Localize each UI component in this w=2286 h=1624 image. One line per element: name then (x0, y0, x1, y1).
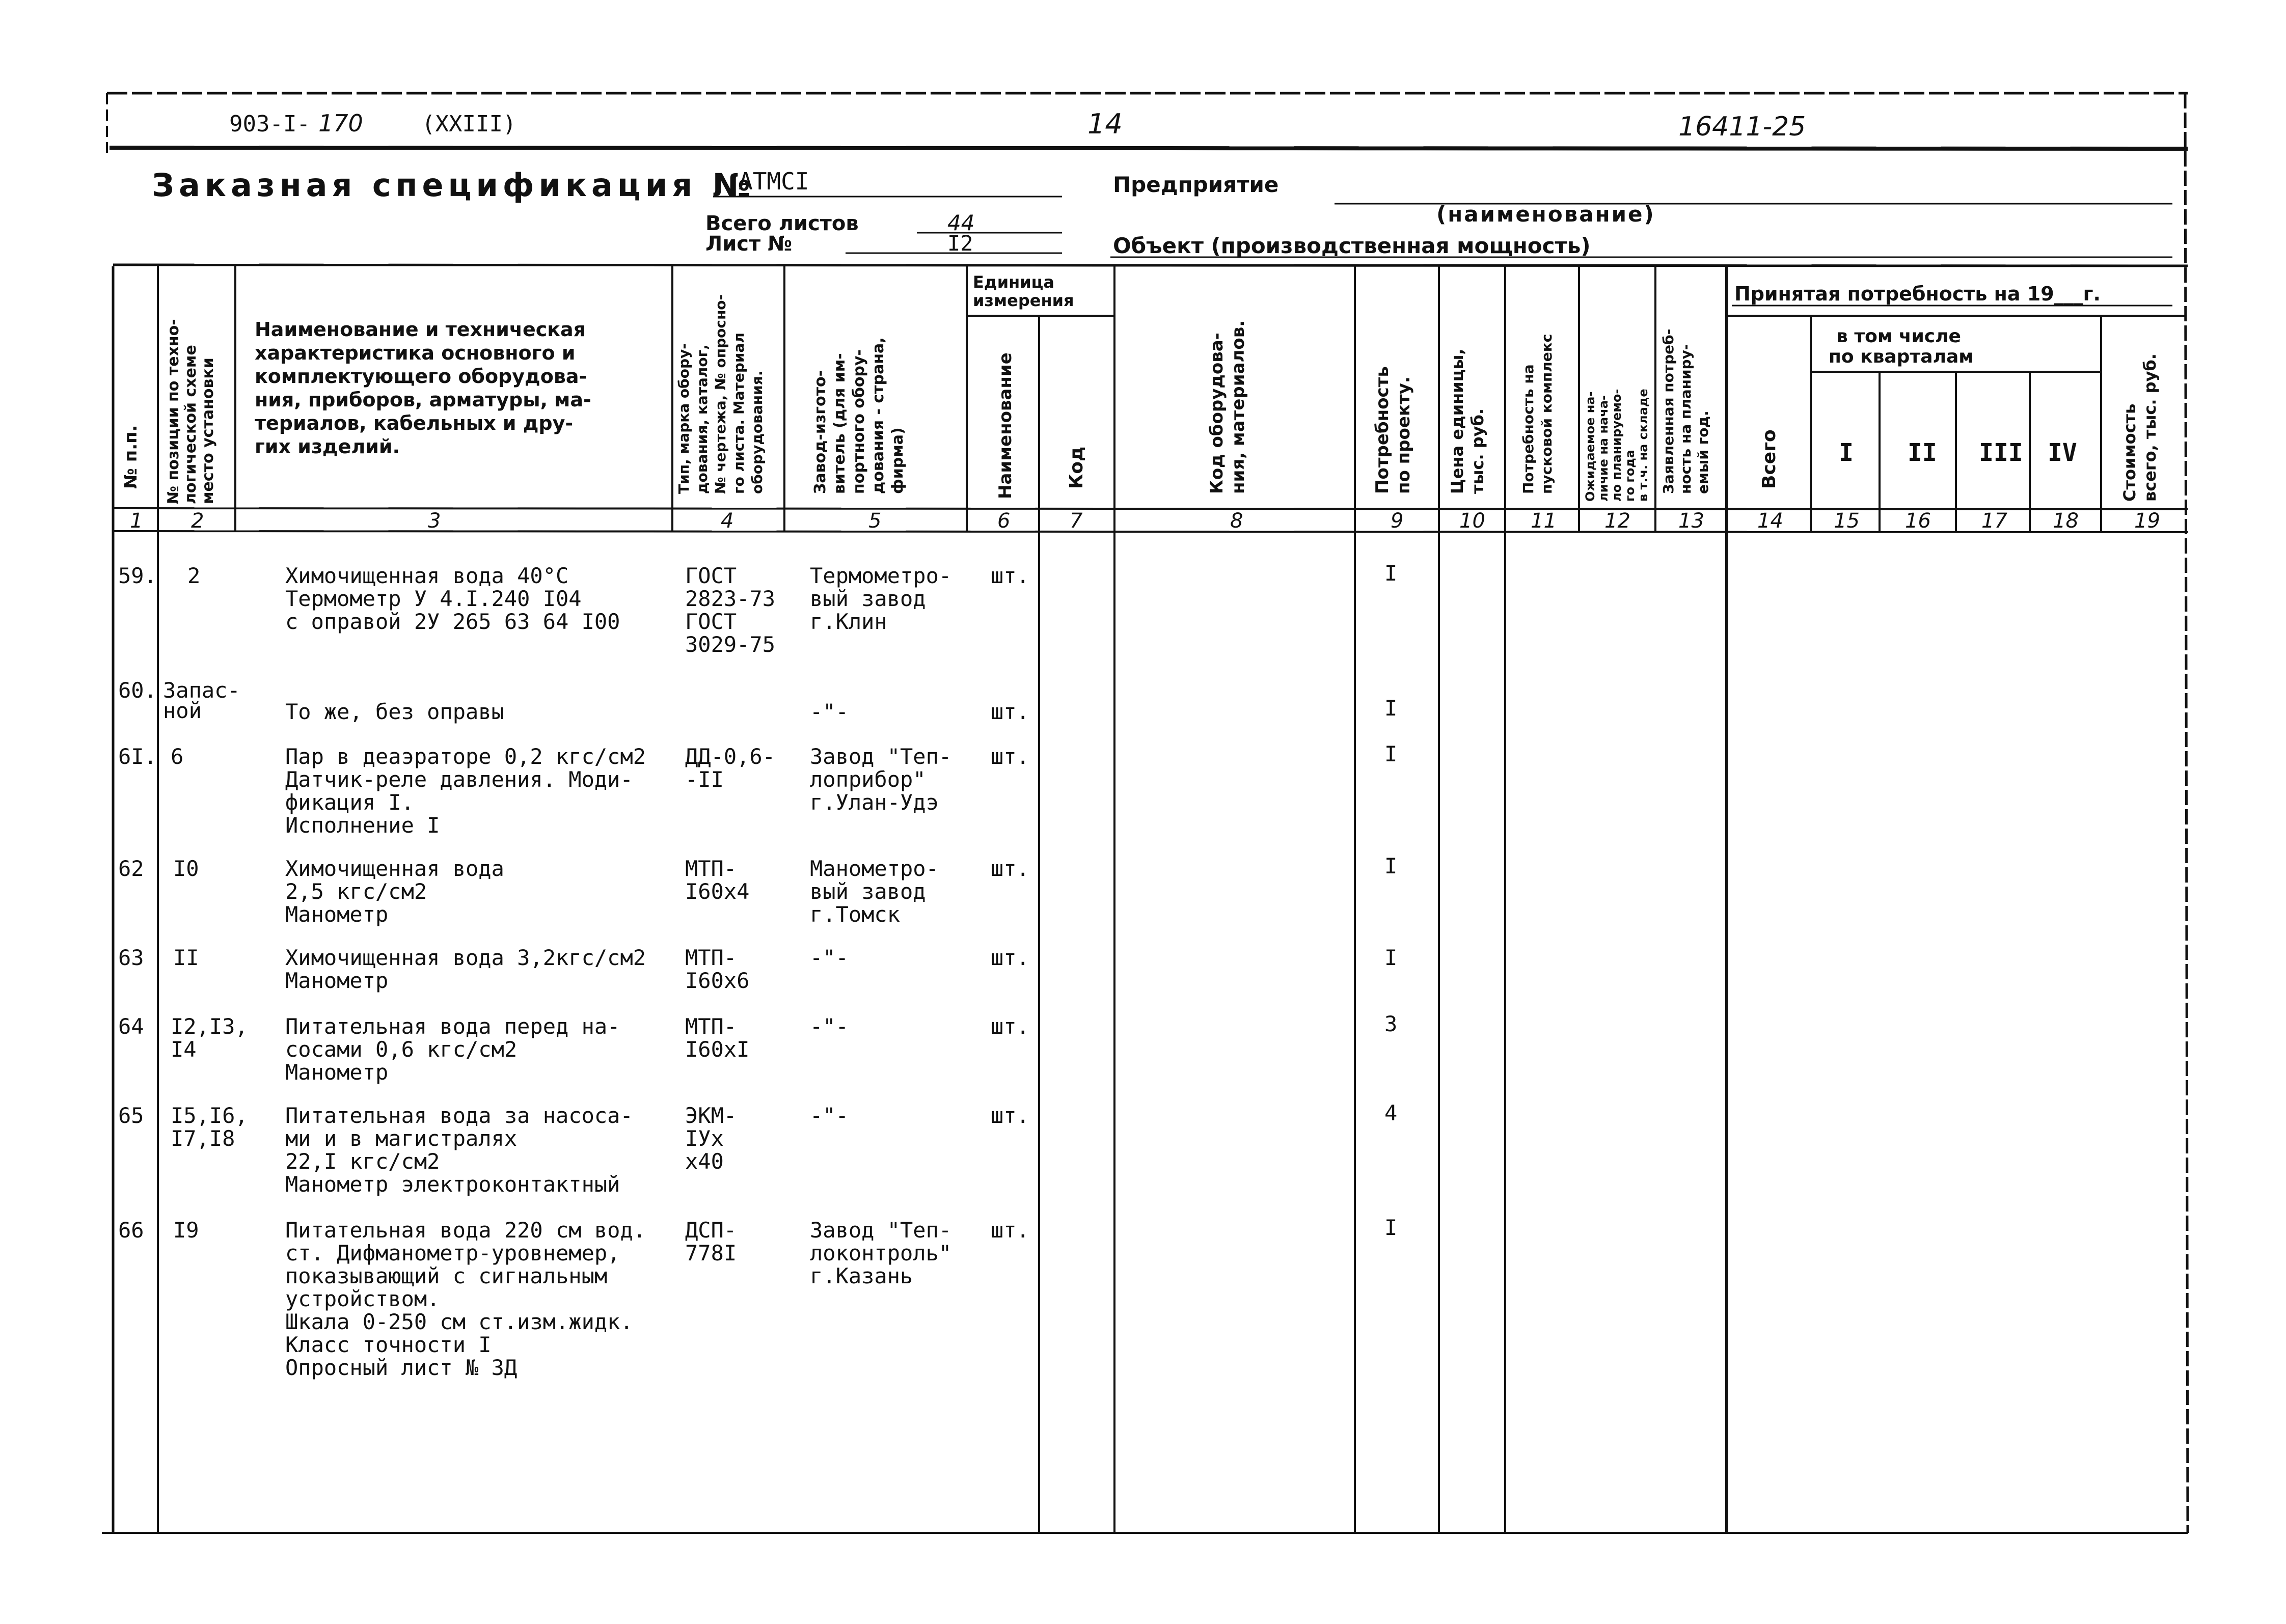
header-col-6: Наименование (995, 352, 1016, 499)
row-maker: Термометро- вый завод г.Клин (810, 563, 952, 634)
col-number: 15 (1834, 509, 1860, 533)
total-sheets-label: Всего листов (705, 212, 859, 235)
table-row (118, 678, 1397, 724)
row-maker: -"- (810, 945, 849, 970)
row-name: Питательная вода за насоса- ми и в магистралях 22,I кгс/см2 Манометр электроконтактный (285, 1103, 633, 1197)
col-number: 17 (1981, 509, 2007, 533)
spec-number: АТМСI (739, 168, 809, 195)
header-col-7: Код (1066, 446, 1087, 489)
row-quantity: 4 (1384, 1100, 1398, 1125)
header-col-10: Цена единицы, тыс. руб. (1448, 348, 1487, 494)
row-quantity: I (1384, 1215, 1398, 1240)
row-number: 60. (118, 678, 157, 703)
table-row (118, 1011, 1397, 1085)
col-number: 5 (868, 509, 882, 533)
header-col-3: Наименование и техническая характеристика основного и комплектующего оборудова- ния, приборов, арматуры, ма- териалов, кабельных и дру- гих изделий. (255, 318, 591, 458)
col-number: 10 (1459, 509, 1485, 533)
row-name: Химочищенная вода 3,2кгс/см2 Манометр (285, 945, 646, 993)
row-quantity: I (1384, 854, 1398, 878)
row-name: Химочищенная вода 2,5 кгс/см2 Манометр (285, 856, 504, 927)
row-type: ДД-0,6- -II (685, 744, 776, 792)
row-position: 6 (171, 744, 184, 769)
row-unit: шт. (991, 1103, 1029, 1128)
col-number: 2 (191, 509, 204, 533)
col-number: 12 (1604, 509, 1630, 533)
row-number: 6I. (118, 744, 157, 769)
col-number: 11 (1531, 509, 1557, 533)
col-number: 1 (130, 509, 143, 533)
row-maker: Манометро- вый завод г.Томск (810, 856, 939, 927)
row-unit: шт. (991, 563, 1029, 588)
doc-code-hand: 170 (318, 109, 363, 137)
enterprise-label: Предприятие (1113, 172, 1279, 197)
row-number: 66 (118, 1218, 144, 1243)
row-position: II (173, 945, 199, 970)
table-row (118, 854, 1397, 927)
table-row (118, 1100, 1397, 1197)
spec-title: Заказная спецификация № (152, 167, 755, 204)
row-number: 65 (118, 1103, 144, 1128)
sheet-label: Лист № (705, 232, 793, 256)
header-quarter-3: III (1979, 438, 2023, 467)
header-col-11: Потребность на пусковой комплекс (1520, 334, 1555, 494)
col-number: 6 (997, 509, 1011, 533)
row-type: ДСП- 778I (685, 1218, 737, 1265)
sheet-number: I2 (947, 231, 973, 256)
page-number: 14 (1087, 108, 1123, 140)
col-number: 9 (1391, 509, 1404, 533)
header-col-9: Потребность по проекту. (1372, 366, 1414, 494)
header-col-1: № п.п. (121, 425, 141, 489)
col-number: 13 (1678, 509, 1704, 533)
row-type: МТП- I60хI (685, 1014, 750, 1062)
col-number: 19 (2134, 509, 2160, 533)
header-col-5: Завод-изгото- витель (для им- портного обору- дования - страна, фирма) (811, 337, 907, 494)
row-quantity: 3 (1384, 1011, 1398, 1036)
total-sheets: 44 (947, 210, 975, 235)
row-unit: шт. (991, 856, 1029, 881)
header-quarters-label: в том числе по кварталам (1829, 326, 1974, 367)
column-number-row (130, 509, 2160, 533)
row-position: Запас- ной (163, 678, 240, 723)
row-number: 63 (118, 945, 144, 970)
row-quantity: I (1384, 696, 1398, 721)
row-unit: шт. (991, 1014, 1029, 1039)
col-number: 8 (1230, 509, 1243, 533)
row-position: I0 (173, 856, 199, 881)
table-row (118, 1215, 1397, 1380)
row-name: То же, без оправы (285, 699, 504, 724)
header-quarter-2: II (1908, 438, 1937, 467)
row-unit: шт. (991, 945, 1029, 970)
archive-number: 16411-25 (1678, 112, 1806, 142)
col-number: 16 (1905, 509, 1931, 533)
row-position: I2,I3, I4 (171, 1014, 248, 1062)
header-col-13: Заявленная потреб- ность на планиру- емый год. (1660, 328, 1711, 494)
row-quantity: I (1384, 561, 1398, 586)
row-unit: шт. (991, 1218, 1029, 1243)
column-headers (121, 272, 2160, 504)
row-quantity: I (1384, 945, 1398, 970)
row-position: I9 (173, 1218, 199, 1243)
header-col-12: Ожидаемое на- личие на нача- ло планируемо- го года в т.ч. на складе (1583, 389, 1650, 502)
doc-code-roman: (XXIII) (422, 111, 516, 137)
col-number: 7 (1070, 509, 1083, 533)
naming-note: (наименование) (1436, 202, 1655, 227)
row-name: Пар в деаэраторе 0,2 кгс/см2 Датчик-реле давления. Моди- фикация I. Исполнение I (285, 744, 646, 838)
row-maker: -"- (810, 1014, 849, 1039)
row-name: Питательная вода перед на- сосами 0,6 кгс/см2 Манометр (285, 1014, 620, 1085)
header-col-2: № позиции по техно- логической схеме место установки (165, 319, 217, 504)
col-number: 14 (1757, 509, 1783, 533)
header-col-14: Всего (1759, 429, 1780, 489)
col-number: 3 (428, 509, 441, 533)
row-type: МТП- I60х4 (685, 856, 750, 904)
row-type: ГОСТ 2823-73 ГОСТ 3029-75 (685, 563, 776, 657)
row-type: ЭКМ- IУх х40 (685, 1103, 737, 1174)
table-row (118, 945, 1397, 993)
header-col-19: Стоимость всего, тыс. руб. (2120, 353, 2160, 502)
spec-header (152, 167, 2172, 258)
header-quarter-1: I (1839, 438, 1854, 467)
row-position: I5,I6, I7,I8 (171, 1103, 248, 1151)
row-type: МТП- I60х6 (685, 945, 750, 993)
header-col-8: Код оборудова- ния, материалов. (1207, 320, 1248, 494)
header-unit-group: Единица измерения (973, 272, 1074, 310)
object-label: Объект (производственная мощность) (1113, 233, 1591, 258)
sheet-stamp (229, 108, 1806, 142)
row-maker: -"- (810, 1103, 849, 1128)
row-unit: шт. (991, 744, 1029, 769)
row-name: Химочищенная вода 40°С Термометр У 4.I.240 I04 с оправой 2У 265 63 64 I00 (285, 563, 620, 634)
row-name: Питательная вода 220 см вод. ст. Дифманометр-уровнемер, показывающий с сигнальным устройством. Шкала 0-250 см ст.изм.жидк. Класс точности I Опросный лист № 3Д (285, 1218, 646, 1380)
header-quarter-4: IV (2048, 438, 2077, 467)
row-number: 62 (118, 856, 144, 881)
table-body (118, 561, 1397, 1380)
header-accepted: Принятая потребность на 19___г. (1734, 283, 2101, 305)
row-maker: -"- (810, 699, 849, 724)
row-number: 59. (118, 563, 157, 588)
col-number: 18 (2053, 509, 2079, 533)
doc-code-prefix: 903-I- (229, 111, 310, 137)
row-maker: Завод "Теп- локонтроль" г.Казань (810, 1218, 952, 1288)
row-maker: Завод "Теп- лоприбор" г.Улан-Удэ (810, 744, 952, 815)
table-row (118, 561, 1397, 657)
row-unit: шт. (991, 699, 1029, 724)
row-position: 2 (187, 563, 201, 588)
row-number: 64 (118, 1014, 144, 1039)
col-number: 4 (721, 509, 734, 533)
table-row (118, 741, 1397, 838)
header-col-4: Тип, марка обору- дования, каталог, № чертежа, № опросно- го листа. Материал оборудования. (675, 294, 766, 494)
row-quantity: I (1384, 741, 1398, 766)
